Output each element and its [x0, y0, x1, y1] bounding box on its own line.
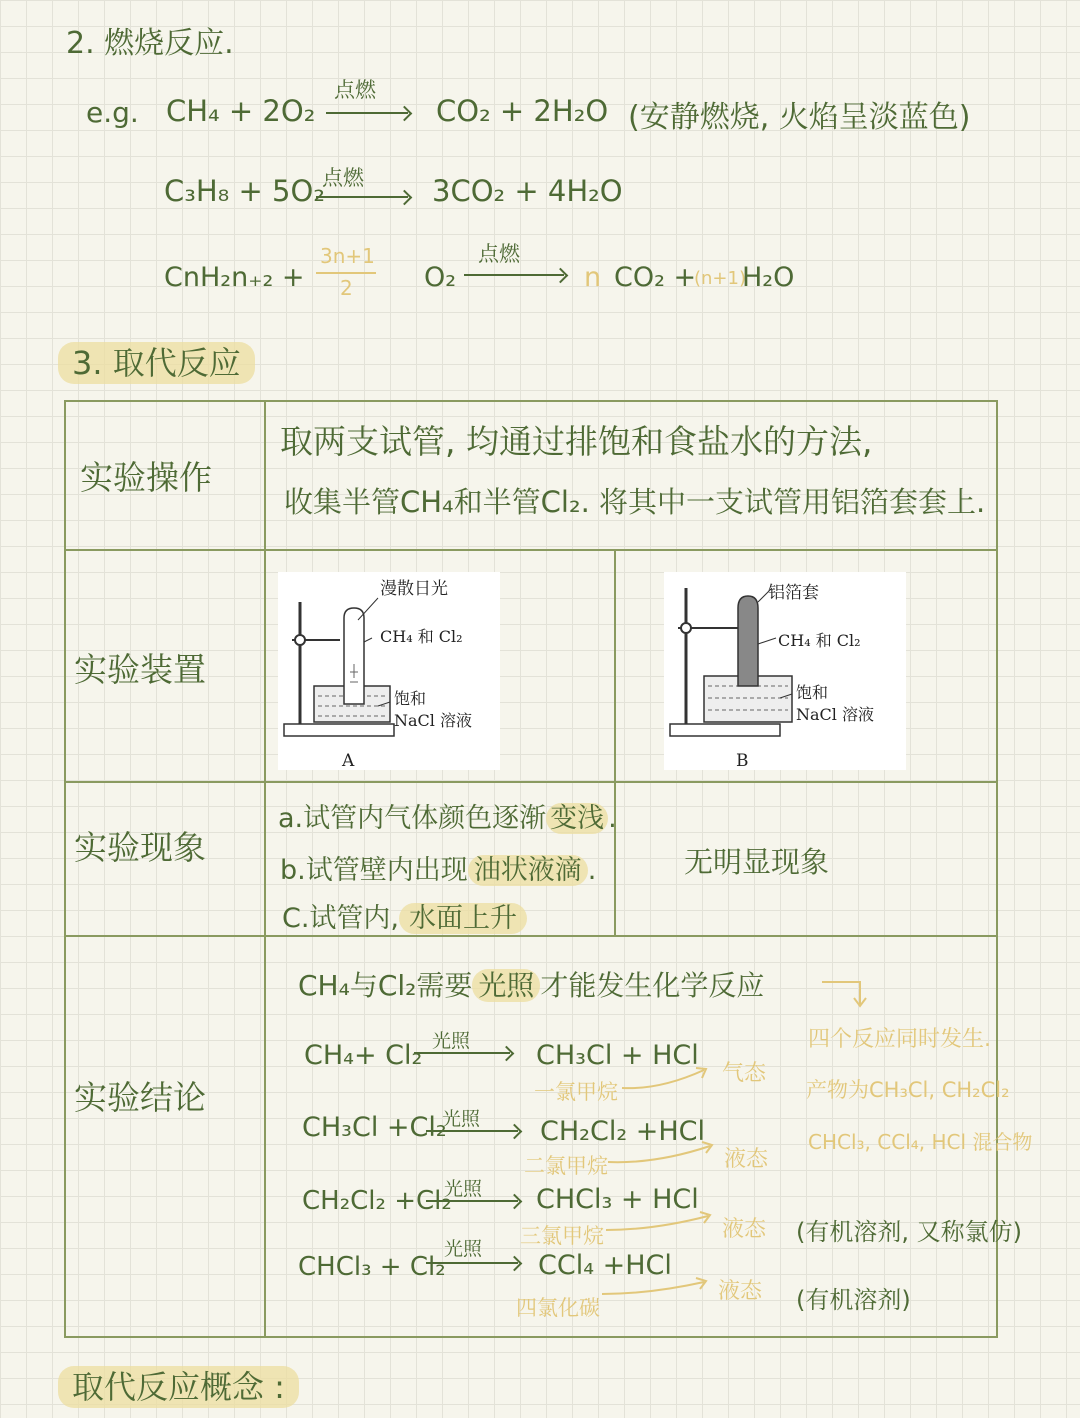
eq2-right: 3CO₂ + 4H₂O: [432, 174, 623, 208]
reaction2-arrow: [426, 1130, 518, 1132]
eq3-coef-numerator: 3n+1: [320, 244, 375, 268]
figure-b-foil-label: 铝箔套: [768, 583, 819, 603]
side-note-line1: 四个反应同时发生.: [808, 1027, 991, 1052]
phenomenon-b: [280, 848, 596, 887]
figure-a-light-label: 漫散日光: [380, 579, 448, 599]
reaction2-state-arrow: [606, 1138, 716, 1168]
row-label-conclusion: 实验结论: [74, 1078, 206, 1117]
row-label-operation: 实验操作: [80, 458, 212, 497]
eq2-condition: 点燃: [322, 166, 364, 190]
reaction1-state-arrow: [620, 1064, 710, 1094]
reaction2-left: CH₃Cl +Cl₂: [302, 1112, 447, 1143]
section-3-title-text: 3. 取代反应: [58, 342, 255, 384]
eq1-condition: 点燃: [334, 78, 376, 102]
figure-a-tag: A: [342, 751, 355, 770]
phenomenon-b-result: 无明显现象: [684, 845, 830, 879]
reaction3-condition: 光照: [444, 1178, 483, 1200]
table-col-divider: [264, 400, 266, 1338]
eq3-coef-denominator: 2: [340, 276, 353, 300]
reaction3-note: (有机溶剂, 又称氯仿): [796, 1218, 1022, 1246]
side-note-line3: CHCl₃, CCl₄, HCl 混合物: [808, 1130, 1033, 1154]
figure-b-gas-label: CH₄ 和 Cl₂: [778, 631, 861, 650]
reaction2-condition: 光照: [442, 1108, 481, 1130]
reaction1-state: 气态: [722, 1061, 767, 1086]
reaction3-product-name: 三氯甲烷: [520, 1224, 604, 1248]
reaction4-right: CCl₄ +HCl: [538, 1250, 672, 1281]
reaction2-state: 液态: [724, 1147, 769, 1172]
eq2-left: C₃H₈ + 5O₂: [164, 174, 325, 208]
reaction1-product-name: 一氯甲烷: [534, 1080, 618, 1104]
eq1-right: CO₂ + 2H₂O: [436, 94, 609, 128]
eq3-coef2: (n+1): [694, 268, 746, 289]
operation-line2: 收集半管CH₄和半管Cl₂. 将其中一支试管用铝箔套套上.: [284, 485, 986, 519]
eq1-arrow: [326, 112, 408, 114]
figure-b-solution-label-1: 饱和: [796, 683, 829, 702]
eq3-h2o: H₂O: [742, 262, 795, 293]
conclusion-header-highlight: 光照: [472, 969, 540, 1002]
eq3-fraction-bar: [316, 272, 376, 274]
table-row2-divider: [64, 781, 998, 783]
reaction3-right: CHCl₃ + HCl: [536, 1184, 699, 1215]
reaction3-state: 液态: [722, 1217, 767, 1242]
phenomenon-b-end: .: [587, 855, 597, 886]
table-inner-col-divider: [614, 549, 616, 937]
figure-a-solution-label-1: 饱和: [394, 689, 427, 708]
reaction1-arrow: [414, 1052, 510, 1054]
table-row1-divider: [64, 549, 998, 551]
conclusion-header: [298, 964, 764, 1004]
eq1-note: (安静燃烧, 火焰呈淡蓝色): [628, 100, 971, 135]
footer-title-text: 取代反应概念 :: [58, 1366, 299, 1408]
figure-a-gas-label: CH₄ 和 Cl₂: [380, 627, 463, 646]
eq3-o2: O₂: [424, 262, 457, 293]
section-3-title: [58, 338, 255, 384]
phenomenon-a-end: .: [608, 803, 617, 834]
eq3-co2: CO₂ +: [614, 262, 697, 293]
figure-b-tag: B: [736, 751, 749, 770]
reaction2-right: CH₂Cl₂ +HCl: [540, 1116, 706, 1147]
row-label-apparatus: 实验装置: [74, 650, 206, 689]
operation-line1: 取两支试管, 均通过排饱和食盐水的方法,: [280, 422, 873, 461]
footer-title: [58, 1362, 299, 1408]
eq3-condition: 点燃: [478, 242, 520, 266]
reaction1-left: CH₄+ Cl₂: [304, 1040, 423, 1071]
reaction1-condition: 光照: [432, 1030, 471, 1052]
section-2-title: 2. 燃烧反应.: [66, 26, 234, 61]
reaction4-product-name: 四氯化碳: [516, 1296, 600, 1320]
side-note-line2: 产物为CH₃Cl, CH₂Cl₂: [806, 1078, 1010, 1102]
eq1-left: CH₄ + 2O₂: [166, 94, 316, 128]
phenomenon-b-text: b.试管壁内出现: [280, 855, 468, 886]
figure-b-solution-label-2: NaCl 溶液: [796, 705, 874, 724]
eq2-arrow: [316, 196, 408, 198]
eq3-arrow: [464, 274, 564, 276]
phenomenon-a-text: a.试管内气体颜色逐渐: [278, 803, 547, 834]
conclusion-to-side-arrow: [820, 970, 880, 1010]
apparatus-figure-a: [278, 572, 500, 770]
eq3-left: CnH₂n₊₂ +: [164, 262, 305, 293]
phenomenon-a: [278, 796, 617, 835]
table-row3-divider: [64, 935, 998, 937]
phenomenon-c: [282, 896, 527, 935]
reaction2-product-name: 二氯甲烷: [524, 1154, 608, 1178]
conclusion-header-text: CH₄与Cl₂需要: [298, 969, 473, 1002]
conclusion-header-end: 才能发生化学反应: [540, 969, 765, 1002]
reaction4-state: 液态: [718, 1279, 763, 1304]
phenomenon-b-highlight: 油状液滴: [468, 855, 588, 886]
eg-label: e.g.: [86, 96, 139, 129]
figure-a-solution-label-2: NaCl 溶液: [394, 711, 472, 730]
apparatus-figure-b: [664, 572, 906, 770]
reaction1-right: CH₃Cl + HCl: [536, 1040, 699, 1071]
eq3-n: n: [584, 262, 602, 293]
row-label-phenomenon: 实验现象: [74, 828, 206, 867]
reaction3-arrow: [426, 1200, 518, 1202]
reaction4-arrow: [426, 1262, 518, 1264]
reaction4-condition: 光照: [444, 1238, 483, 1260]
reaction4-note: (有机溶剂): [796, 1286, 911, 1314]
phenomenon-c-highlight: 水面上升: [399, 903, 527, 934]
phenomenon-c-text: C.试管内,: [282, 903, 400, 934]
reaction4-left: CHCl₃ + Cl₂: [298, 1252, 446, 1282]
reaction3-state-arrow: [604, 1206, 714, 1236]
reaction3-left: CH₂Cl₂ +Cl₂: [302, 1186, 452, 1216]
reaction4-state-arrow: [600, 1272, 710, 1302]
phenomenon-a-highlight: 变浅: [546, 803, 608, 834]
